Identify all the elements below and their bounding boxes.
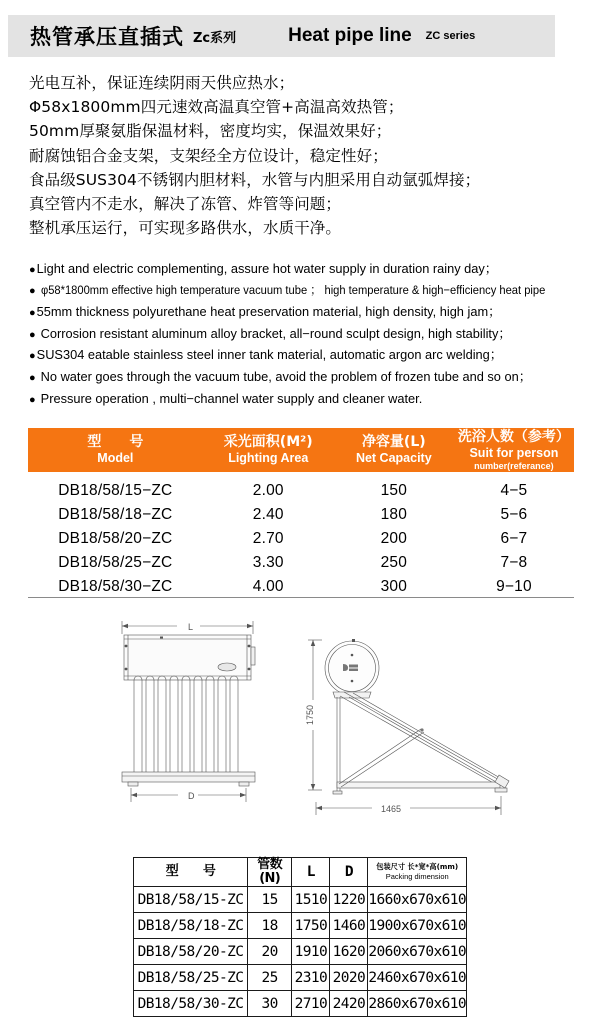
- table-row: [134, 939, 467, 965]
- packing-column-header-model: [134, 858, 248, 887]
- packing-column-header-dimension-en: Packing dimension: [385, 871, 449, 881]
- english-feature-item: [29, 366, 584, 388]
- specification-table: [28, 428, 574, 601]
- cell-packing: 2060x670x610: [368, 939, 467, 965]
- packing-table-header: [134, 858, 467, 887]
- cell-l: 2710: [292, 991, 330, 1017]
- cell-tube-count: 15: [248, 887, 292, 913]
- cell-l: 1910: [292, 939, 330, 965]
- english-feature-text: Corrosion resistant aluminum alloy bracket, all−round sculpt design, high stability；: [40, 325, 512, 341]
- dimension-label-L: L: [188, 622, 194, 632]
- table-row: [134, 887, 467, 913]
- table-header-row: [134, 858, 467, 887]
- cell-tube-count: 30: [248, 991, 292, 1017]
- column-header-model-en: Model: [97, 451, 134, 465]
- table-row: [28, 503, 574, 527]
- cell-model: DB18/58/30-ZC: [134, 991, 248, 1017]
- column-header-lighting-area-en: Lighting Area: [228, 451, 309, 465]
- chinese-feature-line: Φ58x1800mm四元速效高温真空管+高温高效热管；: [29, 98, 404, 117]
- side-view-drawing: [308, 639, 509, 815]
- cell-net-capacity: 150: [380, 482, 408, 499]
- packing-column-header-dimension-cn: 包装尺寸 长*宽*高(mm): [376, 862, 459, 872]
- cell-tube-count: 25: [248, 965, 292, 991]
- cell-packing: 1660x670x610: [368, 887, 467, 913]
- column-header-net-capacity-cn: 净容量(L): [361, 434, 426, 450]
- cell-model: DB18/58/20−ZC: [58, 530, 173, 547]
- packing-column-header-model-cn: 型 号: [165, 864, 216, 879]
- cell-l: 1750: [292, 913, 330, 939]
- chinese-feature-line: 真空管内不走水，解决了冻管、炸管等问题；: [29, 195, 342, 214]
- cell-d: 1460: [330, 913, 368, 939]
- english-feature-item: [29, 258, 584, 280]
- technical-drawing: [0, 612, 600, 842]
- cell-tube-count: 18: [248, 913, 292, 939]
- bullet-icon: ●: [29, 284, 36, 297]
- column-header-model-cn: 型 号: [87, 434, 144, 450]
- page-title-chinese-series: Zc系列: [193, 30, 237, 46]
- english-feature-text: φ58*1800mm effective high temperature vacuum tube ； high temperature & high−efficiency heat pipe: [40, 282, 545, 297]
- english-feature-text: 55mm thickness polyurethane heat preservation material, high density, high jam；: [36, 304, 501, 320]
- chinese-feature-line: 食品级SUS304不锈钢内胆材料，水管与内胆采用自动氩弧焊接；: [29, 170, 481, 189]
- chinese-feature-line: 整机承压运行，可实现多路供水，水质干净。: [29, 219, 342, 238]
- specification-table-header: [28, 428, 574, 472]
- english-feature-text: Light and electric complementing, assure hot water supply in duration rainy day；: [36, 261, 498, 276]
- cell-persons: 5−6: [500, 506, 528, 523]
- page-title-chinese: 热管承压直插式: [30, 25, 184, 49]
- cell-net-capacity: 180: [380, 506, 408, 523]
- column-header-model: [28, 428, 203, 472]
- cell-persons: 4−5: [500, 482, 528, 499]
- english-feature-text: SUS304 eatable stainless steel inner tank material, automatic argon arc welding；: [36, 347, 503, 363]
- front-view-drawing: [122, 621, 255, 802]
- packing-table-body: [134, 887, 467, 1017]
- table-header-row: [28, 428, 574, 472]
- cell-model: DB18/58/15-ZC: [134, 887, 248, 913]
- chinese-feature-list: [29, 71, 574, 240]
- table-row: [134, 991, 467, 1017]
- cell-persons: 9−10: [496, 578, 532, 595]
- specification-table-bottom-rule: [28, 597, 574, 598]
- packing-dimension-table: [133, 857, 467, 1017]
- page-title-english: Heat pipe line: [288, 25, 412, 46]
- bullet-icon: ●: [29, 393, 36, 406]
- bullet-icon: ●: [29, 307, 36, 320]
- cell-lighting-area: 4.00: [252, 578, 284, 595]
- english-feature-text: Pressure operation , multi−channel water supply and cleaner water.: [40, 390, 423, 406]
- packing-column-header-d: D: [330, 858, 368, 887]
- packing-column-header-tube-count: [248, 858, 292, 887]
- table-row: [28, 472, 574, 503]
- specification-table-body: [28, 472, 574, 601]
- packing-column-header-dimension: [368, 858, 467, 887]
- column-header-persons: [454, 428, 574, 472]
- cell-persons: 6−7: [500, 530, 528, 547]
- cell-d: 1620: [330, 939, 368, 965]
- dimension-label-D: D: [188, 791, 195, 801]
- cell-net-capacity: 200: [380, 530, 408, 547]
- page-title-english-series: ZC series: [425, 30, 476, 42]
- cell-d: 2420: [330, 991, 368, 1017]
- table-row: [28, 551, 574, 575]
- cell-net-capacity: 300: [380, 578, 408, 595]
- english-feature-list: [29, 258, 584, 409]
- chinese-feature-line: 光电互补，保证连续阴雨天供应热水；: [29, 74, 295, 92]
- page-title-band: [8, 15, 555, 57]
- packing-column-header-l: L: [292, 858, 330, 887]
- cell-model: DB18/58/18−ZC: [58, 506, 173, 523]
- bullet-icon: ●: [29, 328, 36, 341]
- english-feature-item: [29, 388, 584, 410]
- english-feature-item: [29, 301, 584, 323]
- cell-persons: 7−8: [500, 554, 528, 571]
- cell-d: 1220: [330, 887, 368, 913]
- english-feature-text: No water goes through the vacuum tube, avoid the problem of frozen tube and so on；: [40, 368, 532, 384]
- cell-model: DB18/58/18-ZC: [134, 913, 248, 939]
- cell-tube-count: 20: [248, 939, 292, 965]
- cell-model: DB18/58/25-ZC: [134, 965, 248, 991]
- column-header-persons-cn: 洗浴人数（参考）: [457, 428, 570, 445]
- english-feature-item: [29, 344, 584, 366]
- table-row: [28, 527, 574, 551]
- bullet-icon: ●: [29, 264, 36, 276]
- dimension-label-height: 1750: [305, 704, 315, 726]
- cell-model: DB18/58/20-ZC: [134, 939, 248, 965]
- cell-net-capacity: 250: [380, 554, 408, 571]
- column-header-net-capacity: [334, 428, 454, 472]
- cell-model: DB18/58/15−ZC: [58, 482, 173, 499]
- cell-packing: 2860x670x610: [368, 991, 467, 1017]
- cell-model: DB18/58/25−ZC: [58, 554, 173, 571]
- cell-l: 1510: [292, 887, 330, 913]
- column-header-lighting-area-cn: 采光面积(M²): [223, 434, 313, 450]
- cell-lighting-area: 2.00: [252, 482, 284, 499]
- cell-l: 2310: [292, 965, 330, 991]
- cell-lighting-area: 2.70: [252, 530, 284, 547]
- table-row: [134, 965, 467, 991]
- chinese-feature-line: 耐腐蚀铝合金支架，支架经全方位设计，稳定性好；: [29, 146, 388, 165]
- english-feature-item: [29, 280, 584, 302]
- table-row: [134, 913, 467, 939]
- cell-packing: 1900x670x610: [368, 913, 467, 939]
- bullet-icon: ●: [29, 371, 36, 384]
- chinese-feature-line: 50mm厚聚氨脂保温材料，密度均实，保温效果好；: [29, 122, 392, 141]
- cell-d: 2020: [330, 965, 368, 991]
- cell-lighting-area: 2.40: [252, 506, 284, 523]
- dimension-label-width: 1465: [380, 804, 402, 814]
- packing-column-header-tube-count-cn: 管数(N): [257, 857, 283, 886]
- cell-model: DB18/58/30−ZC: [58, 578, 173, 595]
- column-header-persons-en-note: number(referance): [474, 460, 554, 471]
- cell-lighting-area: 3.30: [252, 554, 284, 571]
- column-header-persons-en: Suit for person: [469, 445, 559, 460]
- column-header-lighting-area: [203, 428, 334, 472]
- column-header-net-capacity-en: Net Capacity: [355, 451, 432, 465]
- bullet-icon: ●: [29, 350, 36, 363]
- english-feature-item: [29, 323, 584, 345]
- cell-packing: 2460x670x610: [368, 965, 467, 991]
